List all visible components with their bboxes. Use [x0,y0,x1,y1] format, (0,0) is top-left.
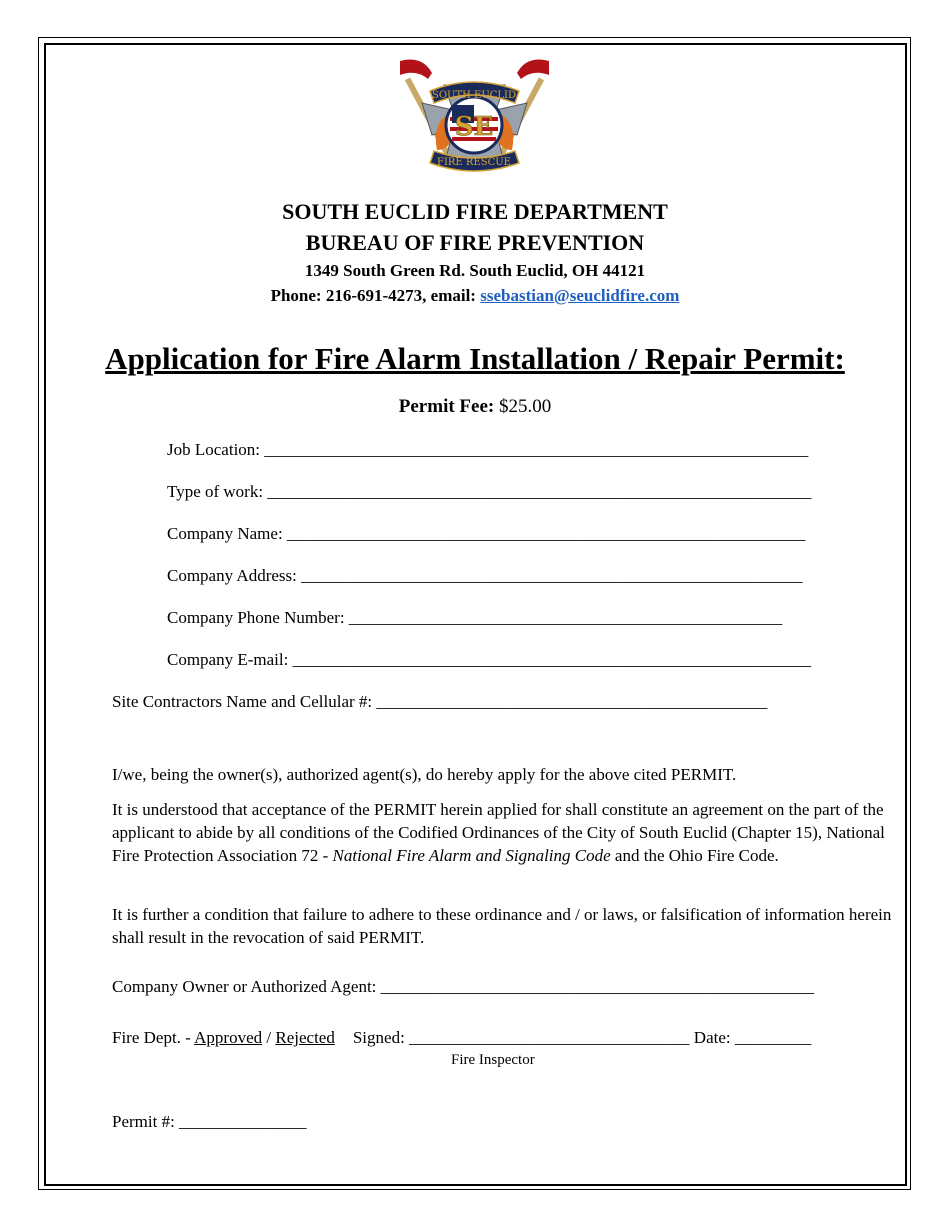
svg-text:SOUTH EUCLID: SOUTH EUCLID [431,90,517,101]
contact-line [0,286,950,306]
fire-rescue-logo-icon [392,55,557,185]
job-location-field[interactable]: Job Location: ________________________________________________________________ [167,440,809,459]
agreement-paragraph [112,798,902,867]
condition-paragraph: It is further a condition that failure to adhere to these ordinance and / or laws, or falsification of information herein shall result in the revocation of said PERMIT. [112,905,892,947]
owner-agent-field[interactable]: Company Owner or Authorized Agent: ___________________________________________________ [112,977,815,996]
company-name-field[interactable]: Company Name: _____________________________________________________________ [167,524,806,543]
type-of-work-field[interactable]: Type of work: ________________________________________________________________ [167,482,812,501]
company-address-field[interactable]: Company Address: ___________________________________________________________ [167,566,803,585]
fire-inspector-caption: Fire Inspector [451,1052,535,1068]
email-link[interactable]: ssebastian@seuclidfire.com [480,286,680,305]
phone-text: Phone: 216-691-4273, email: [270,286,481,305]
agreement-text-end: and the Ohio Fire Code. [610,846,779,865]
svg-text:SE: SE [454,112,494,142]
department-name: SOUTH EUCLID FIRE DEPARTMENT [282,199,668,224]
permit-number-field[interactable]: Permit #: _______________ [112,1112,307,1131]
signed-date-field[interactable]: Signed: _________________________________ Date: _________ [352,1028,812,1047]
company-phone-field[interactable]: Company Phone Number: ___________________________________________________ [167,608,783,627]
fire-dept-line [112,1028,811,1048]
site-contractor-field[interactable]: Site Contractors Name and Cellular #: ______________________________________________ [112,692,768,711]
option-separator: / [262,1028,276,1047]
rejected-option[interactable]: Rejected [275,1028,335,1047]
permit-fee [0,396,950,418]
code-title: National Fire Alarm and Signaling Code [332,846,611,865]
permit-fee-label: Permit Fee: [398,396,495,417]
approved-option[interactable]: Approved [194,1028,263,1047]
application-statement: I/we, being the owner(s), authorized agent(s), do hereby apply for the above cited PERMIT. [112,765,737,784]
permit-fee-value: $25.00 [494,396,552,417]
form-title: Application for Fire Alarm Installation / Repair Permit: [105,341,845,376]
bureau-name: BUREAU OF FIRE PREVENTION [305,230,645,255]
department-address: 1349 South Green Rd. South Euclid, OH 44121 [304,261,646,280]
fire-dept-label: Fire Dept. - [112,1028,195,1047]
company-email-field[interactable]: Company E-mail: _____________________________________________________________ [167,650,812,669]
svg-text:FIRE RESCUE: FIRE RESCUE [437,157,511,168]
agreement-text: It is understood that acceptance of the PERMIT herein applied for shall constitute an agreement on the part of the applicant to abide by all conditions of the Codified Ordinances of the City of South Euclid (Chapter 15), National Fire Protection Association 72 - [112,800,885,865]
